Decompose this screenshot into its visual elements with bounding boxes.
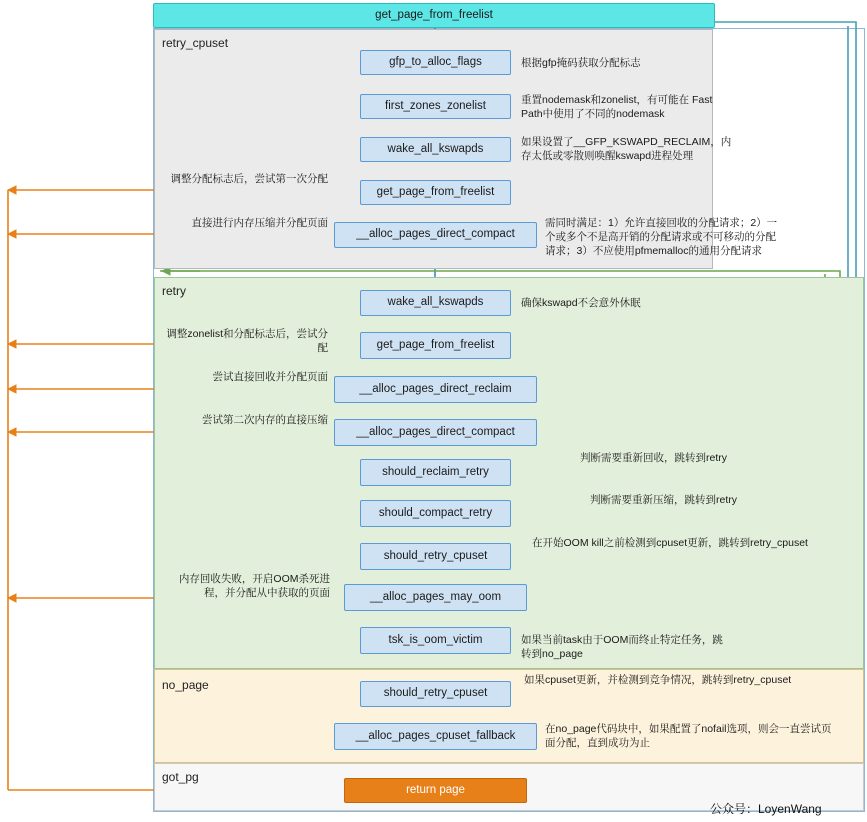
- node-alloc-pages-direct-reclaim[interactable]: __alloc_pages_direct_reclaim: [334, 376, 537, 403]
- annotation-no-page-cpuset: 如果cpuset更新，并检测到竞争情况，跳转到retry_cpuset: [524, 674, 792, 686]
- node-should-compact-retry[interactable]: should_compact_retry: [360, 500, 511, 527]
- annotation-oom-victim: 如果当前task由于OOM而终止特定任务，跳转到no_page: [521, 634, 723, 661]
- node-first-zones-zonelist[interactable]: first_zones_zonelist: [360, 94, 511, 119]
- node-alloc-pages-direct-compact-1[interactable]: __alloc_pages_direct_compact: [334, 222, 537, 248]
- node-tsk-is-oom-victim[interactable]: tsk_is_oom_victim: [360, 627, 511, 654]
- annotation-compact-conditions: 需同时满足：1）允许直接回收的分配请求；2）一个或多个不是高开销的分配请求或不可移动的分配请求；3）不应使用pfmemalloc的通用分配请求: [545, 217, 778, 258]
- annotation-gfp-to-alloc-flags: 根据gfp掩码获取分配标志: [521, 57, 641, 69]
- node-wake-all-kswapds-2[interactable]: wake_all_kswapds: [360, 290, 511, 316]
- band-label-got-pg: got_pg: [162, 770, 199, 784]
- node-gfp-to-alloc-flags[interactable]: gfp_to_alloc_flags: [360, 50, 511, 75]
- annotation-should-retry-cpuset: 在开始OOM kill之前检测到cpuset更新，跳转到retry_cpuset: [532, 537, 808, 549]
- annotation-direct-reclaim: 尝试直接回收并分配页面: [212, 371, 328, 383]
- annotation-may-oom: 内存回收失败，开启OOM杀死进程，并分配从中获取的页面: [178, 573, 330, 600]
- annotation-direct-compact-1: 直接进行内存压缩并分配页面: [191, 217, 328, 229]
- annotation-wake-all-kswapds-2: 确保kswapd不会意外休眠: [521, 297, 641, 309]
- annotation-should-reclaim-retry: 判断需要重新回收，跳转到retry: [580, 452, 727, 464]
- band-label-retry: retry: [162, 284, 186, 298]
- band-label-retry-cpuset: retry_cpuset: [162, 36, 229, 50]
- node-wake-all-kswapds-1[interactable]: wake_all_kswapds: [360, 137, 511, 162]
- footer-watermark: 公众号：LoyenWang: [710, 802, 822, 816]
- annotation-cpuset-fallback: 在no_page代码块中，如果配置了nofail选项，则会一直尝试页面分配，直到成功为止: [545, 723, 832, 750]
- annotation-first-allocation: 调整分配标志后，尝试第一次分配: [170, 173, 328, 185]
- band-label-no-page: no_page: [162, 678, 209, 692]
- node-alloc-pages-direct-compact-2[interactable]: __alloc_pages_direct_compact: [334, 419, 537, 446]
- node-get-page-from-freelist-1[interactable]: get_page_from_freelist: [360, 180, 511, 205]
- node-get-page-from-freelist-2[interactable]: get_page_from_freelist: [360, 332, 511, 359]
- annotation-zonelist-retry: 调整zonelist和分配标志后，尝试分配: [166, 328, 328, 355]
- node-should-reclaim-retry[interactable]: should_reclaim_retry: [360, 459, 511, 486]
- node-header-get-page-from-freelist[interactable]: get_page_from_freelist: [153, 3, 715, 28]
- node-alloc-pages-cpuset-fallback[interactable]: __alloc_pages_cpuset_fallback: [334, 723, 537, 750]
- annotation-wake-all-kswapds-1: 如果设置了__GFP_KSWAPD_RECLAIM，内存太低或零散则唤醒kswapd进程处理: [521, 136, 732, 163]
- annotation-should-compact-retry: 判断需要重新压缩，跳转到retry: [590, 494, 737, 506]
- node-should-retry-cpuset-2[interactable]: should_retry_cpuset: [360, 681, 511, 707]
- node-should-retry-cpuset-1[interactable]: should_retry_cpuset: [360, 543, 511, 570]
- annotation-first-zones-zonelist: 重置nodemask和zonelist，有可能在 Fast Path中使用了不同的nodemask: [521, 94, 713, 121]
- node-return-page[interactable]: return page: [344, 778, 527, 803]
- annotation-second-compact: 尝试第二次内存的直接压缩: [202, 414, 328, 426]
- node-alloc-pages-may-oom[interactable]: __alloc_pages_may_oom: [344, 584, 527, 611]
